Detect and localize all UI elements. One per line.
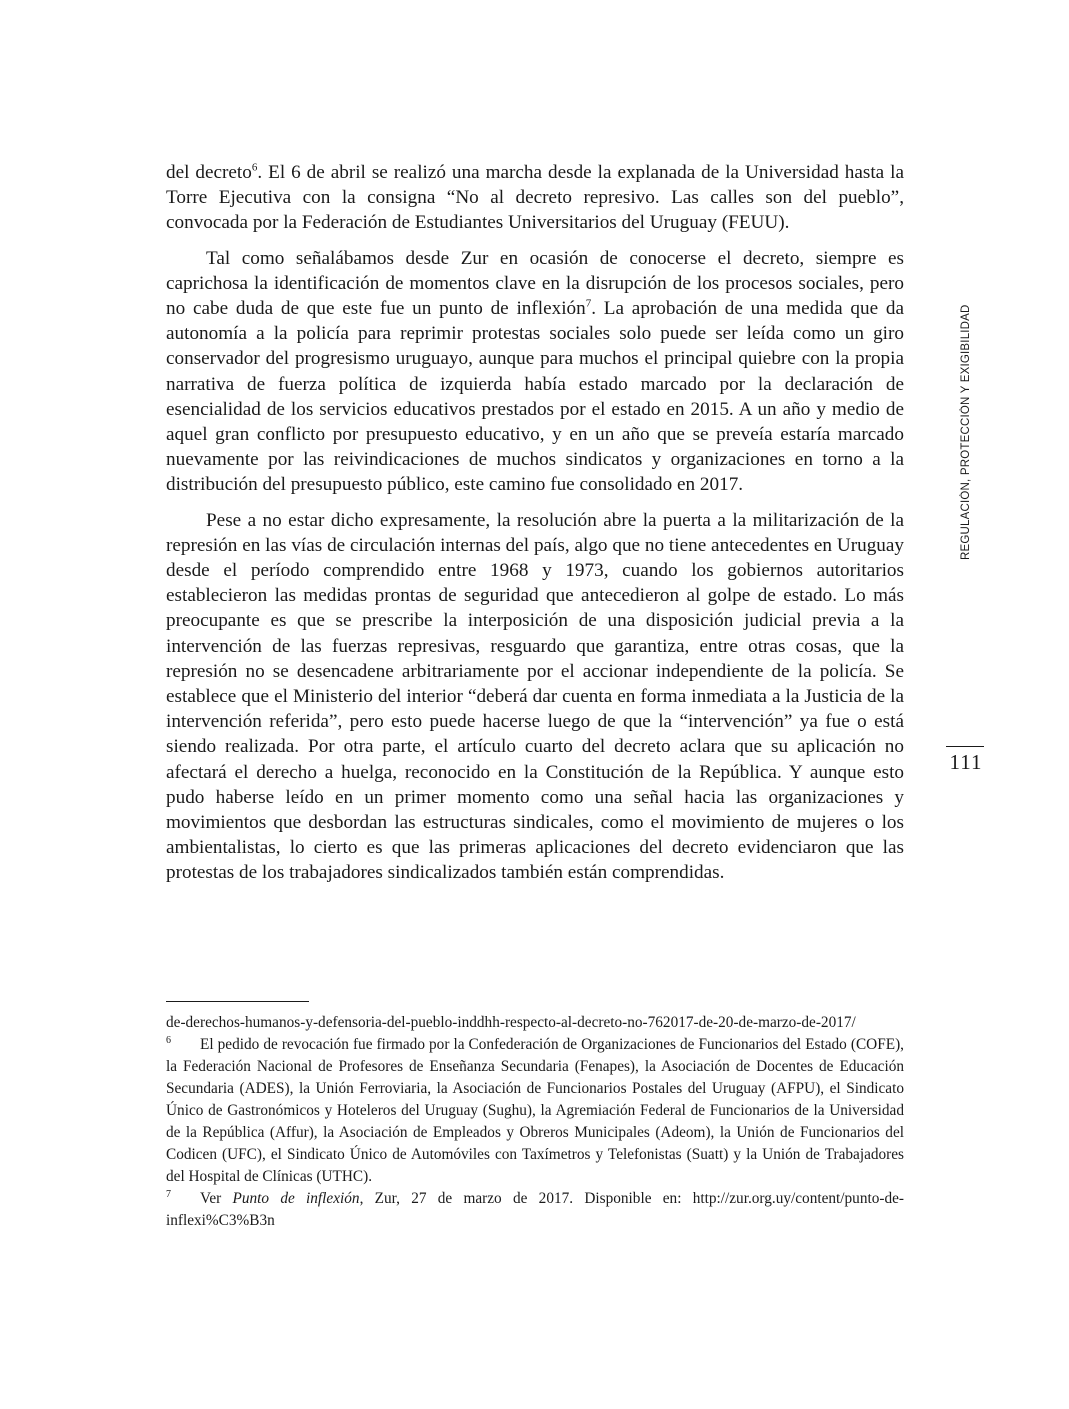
footnote-prefix: Ver bbox=[200, 1190, 233, 1207]
page-number: 111 bbox=[949, 750, 983, 774]
footnote-text: El pedido de revocación fue firmado por la Confederación de Organizaciones de Funcionarios del Estado (COFE), la Federación Nacional de Profesores de Enseñanza Secundaria (Fenapes), la Asociación de Docentes de Educación Secundaria (ADES), la Unión Ferroviaria, la Asociación de Funcionarios Postales del Uruguay (AFPU), el Sindicato Único de Gastronómicos y Hoteleros del Uruguay (Sughu), la Agremiación Federal de Funcionarios de la Universidad de la República (Affur), la Asociación de Empleados y Obreros Municipales (Adeom), la Unión de Funcionarios del Codicen (UFC), el Sindicato Único de Automóviles con Taxímetros y Telefonistas (Suatt) y la Unión de Trabajadores del Hospital de Clínicas (UTHC). bbox=[166, 1036, 904, 1185]
paragraph-text: Tal como señalábamos desde Zur en ocasión de conocerse el decreto, siempre es caprichosa la identificación de momentos clave en la disrupción de los procesos sociales, pero no cabe duda de que este fue un punto de inflexión bbox=[166, 247, 904, 320]
paragraph-2 bbox=[166, 246, 904, 498]
footnote-ref-7[interactable]: 7 bbox=[585, 297, 592, 310]
footnote-separator bbox=[166, 1001, 309, 1002]
footnote-ref-6[interactable]: 6 bbox=[251, 161, 258, 174]
running-section-title: REGULACIÓN, PROTECCIÓN Y EXIGIBILIDAD bbox=[960, 304, 972, 560]
footnote-mark: 7 bbox=[166, 1189, 171, 1200]
paragraph-text: Pese a no estar dicho expresamente, la resolución abre la puerta a la militarización de la represión en las vías de circulación internas del país, algo que no tiene antecedentes en Uruguay desde el período comprendido entre 1968 y 1973, cuando los gobiernos autoritarios establecieron las medidas prontas de seguridad que antecedieron al golpe de estado. Lo más preocupante es que se prescribe la interposición de una disposición judicial previa a la intervención de las fuerzas represivas, resguardo que garantiza, entre otras cosas, que la represión no se desencadene arbitrariamente por el accionar independiente de la policía. Se establece que el Ministerio del interior “deberá dar cuenta en forma inmediata a la Justicia de la intervención referida”, pero esto puede hacerse luego de que la “intervención” ya fue o está siendo realizada. Por otra parte, el artículo cuarto del decreto aclara que su aplicación no afectará el derecho a huelga, reconocido en la Constitución de la República. Y aunque esto pudo haberse leído en un primer momento como una señal hacia las organizaciones y movimientos que desbordan las estructuras sindicales, como el movimiento de mujeres o los ambientalistas, lo cierto es que las primeras aplicaciones del decreto evidenciaron que las protestas de los trabajadores sindicalizados también están comprendidas. bbox=[166, 509, 904, 884]
paragraph-text: del decreto bbox=[166, 162, 252, 183]
main-text bbox=[166, 160, 904, 896]
paragraph-1 bbox=[166, 160, 904, 236]
footnote-6 bbox=[166, 1034, 904, 1188]
footnote-mark: 6 bbox=[166, 1035, 171, 1046]
paragraph-text-cont: . El 6 de abril se realizó una marcha desde la explanada de la Universidad hasta la Torre Ejecutiva con la consigna “No al decreto represivo. Las calles son del pueblo”, convocada por la Federación de Estudiantes Universitarios del Uruguay (FEUU). bbox=[166, 162, 904, 234]
page-number-rule bbox=[946, 746, 984, 747]
footnotes bbox=[166, 1012, 904, 1232]
paragraph-text-cont: . La aprobación de una medida que da autonomía a la policía para reprimir protestas sociales solo puede ser leída como un giro conservador del progresismo uruguayo, aunque para muchos el principal quiebre con la propia narrativa de fuerza política de izquierda había estado marcado por la declaración de esencialidad de los servicios educativos prestados por el estado en 2015. A un año y medio de aquel gran conflicto por presupuesto educativo, y en un año que se preveía estaría marcado nuevamente por las reivindicaciones de muchos sindicatos y organizaciones en torno a la distribución del presupuesto público, este camino fue consolidado en 2017. bbox=[166, 298, 904, 496]
paragraph-3 bbox=[166, 508, 904, 886]
footnote-title: Punto de inflexión bbox=[232, 1190, 360, 1207]
footnote-7 bbox=[166, 1188, 904, 1232]
footnote-continuation: de-derechos-humanos-y-defensoria-del-pueblo-inddhh-respecto-al-decreto-no-762017-de-20-de-marzo-de-2017/ bbox=[166, 1014, 856, 1031]
footnote-text[interactable]: , Zur, 27 de marzo de 2017. Disponible en: http://zur.org.uy/content/punto-de-inflexi%C3%B3n bbox=[166, 1190, 905, 1229]
